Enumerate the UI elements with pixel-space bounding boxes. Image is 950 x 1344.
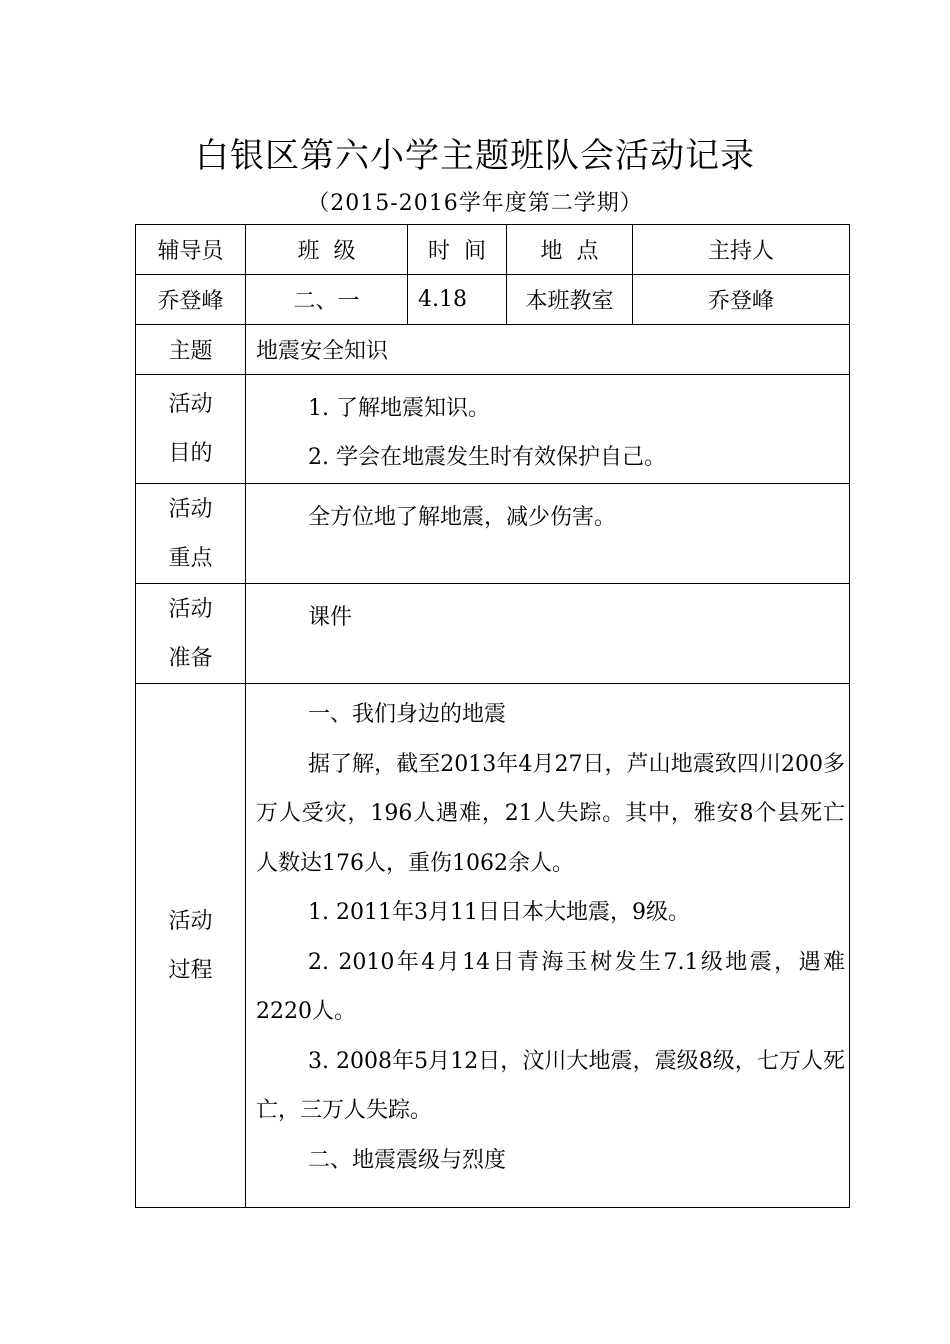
purpose-label	[136, 375, 246, 484]
page-title: 白银区第六小学主题班队会活动记录	[195, 136, 755, 176]
purpose-item: 2. 学会在地震发生时有效保护自己。	[308, 445, 666, 470]
time-value: 4.18	[408, 275, 507, 325]
prep-row	[136, 584, 850, 684]
prep-value: 课件	[308, 605, 353, 630]
purpose-label-line1: 活动	[168, 392, 213, 417]
focus-label-line1: 活动	[168, 496, 213, 522]
process-label-line2: 过程	[168, 957, 213, 983]
process-heading-1: 一、我们身边的地震	[308, 702, 507, 727]
process-item: 3. 2008年5月12日，汶川大地震，震级8级，七万人死亡，三万人失踪。	[256, 1048, 845, 1123]
focus-value: 全方位地了解地震，减少伤害。	[308, 505, 617, 530]
focus-content	[246, 484, 850, 584]
info-row	[136, 275, 850, 325]
purpose-row	[136, 375, 850, 484]
process-item: 2. 2010年4月14日青海玉树发生7.1级地震，遇难2220人。	[256, 949, 845, 1024]
place-value: 本班教室	[507, 275, 633, 325]
place-label: 地 点	[507, 225, 633, 275]
time-label: 时 间	[408, 225, 507, 275]
host-value: 乔登峰	[633, 275, 850, 325]
process-paragraph: 据了解，截至2013年4月27日，芦山地震致四川200多万人受灾，196人遇难，21人失踪。其中，雅安8个县死亡人数达176人，重伤1062余人。	[256, 751, 845, 876]
prep-label	[136, 584, 246, 684]
theme-value: 地震安全知识	[246, 325, 850, 375]
theme-label: 主题	[136, 325, 246, 375]
focus-label-line2: 重点	[168, 545, 213, 571]
theme-row	[136, 325, 850, 375]
class-value: 二、一	[246, 275, 408, 325]
process-label-line1: 活动	[168, 908, 213, 934]
purpose-item: 1. 了解地震知识。	[308, 396, 490, 421]
purpose-label-line2: 目的	[168, 441, 213, 466]
process-heading-2: 二、地震震级与烈度	[308, 1147, 507, 1173]
process-content	[246, 684, 850, 1208]
process-label	[136, 684, 246, 1208]
page-subtitle: （2015-2016学年度第二学期）	[307, 191, 643, 216]
process-item: 1. 2011年3月11日日本大地震，9级。	[308, 900, 690, 925]
host-label: 主持人	[633, 225, 850, 275]
process-row	[136, 684, 850, 1208]
counselor-value: 乔登峰	[136, 275, 246, 325]
purpose-content	[246, 375, 850, 484]
counselor-label: 辅导员	[136, 225, 246, 275]
prep-label-line2: 准备	[168, 645, 213, 671]
focus-row	[136, 484, 850, 584]
focus-label	[136, 484, 246, 584]
record-table	[135, 224, 850, 1208]
prep-label-line1: 活动	[168, 596, 213, 622]
header-row	[136, 225, 850, 275]
class-label: 班 级	[246, 225, 408, 275]
prep-content	[246, 584, 850, 684]
